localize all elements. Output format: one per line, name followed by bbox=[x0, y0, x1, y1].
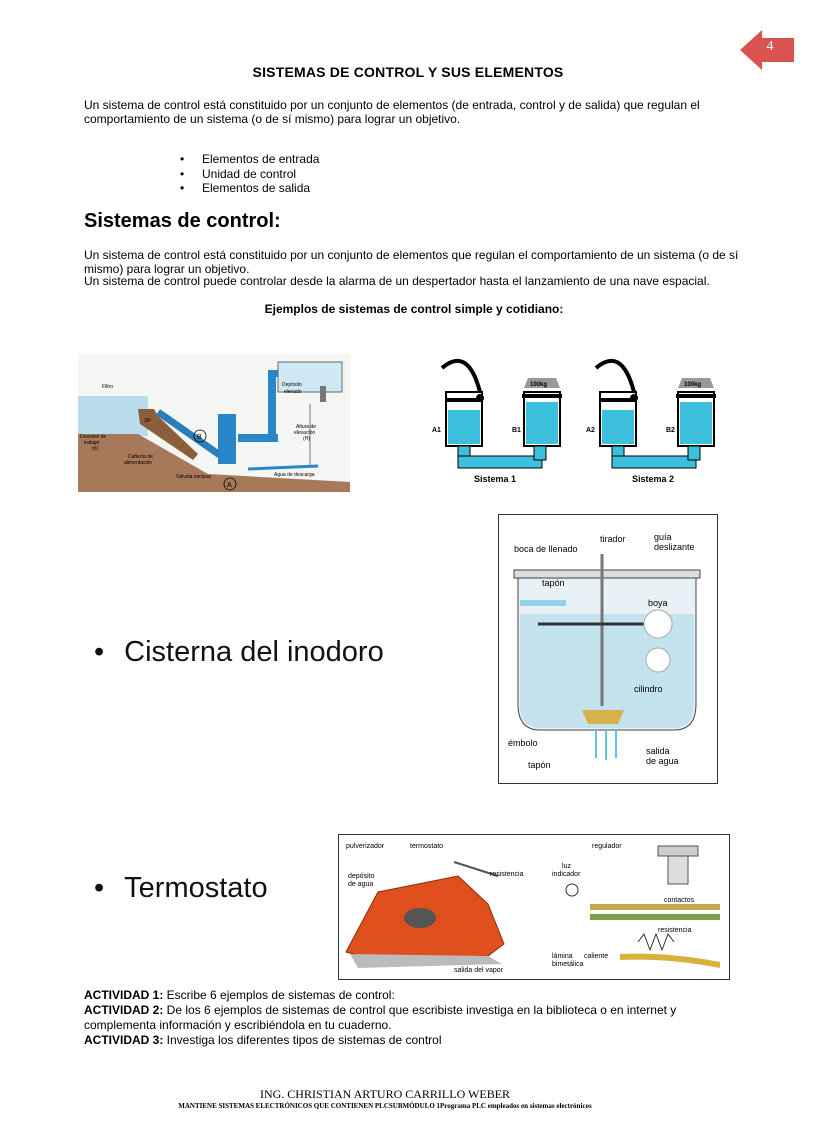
elements-list bbox=[180, 152, 319, 196]
a2-label: A2 bbox=[586, 427, 595, 434]
activities bbox=[84, 988, 744, 1048]
valvula-label: Válvula esclusa bbox=[176, 474, 211, 480]
caneria-label-2: alimentación bbox=[124, 460, 153, 466]
lamina-label-2: bimetálica bbox=[552, 961, 584, 968]
termostato-part-label: termostato bbox=[410, 843, 444, 850]
list-item: • Elementos de entrada bbox=[180, 152, 319, 167]
activity-1 bbox=[84, 988, 744, 1003]
b2-label: B2 bbox=[666, 427, 675, 434]
weight-label: 100kg bbox=[530, 382, 548, 388]
salida-label: salida bbox=[646, 746, 670, 756]
hydraulic-diagram bbox=[428, 352, 728, 492]
footer-course: MANTIENE SISTEMAS ELECTRÓNICOS QUE CONTIENEN PLCSUBMÓDULO 1Programa PLC empleados en sistemas electrónicos bbox=[178, 1102, 592, 1110]
section-paragraph-2: Un sistema de control puede controlar desde la alarma de un despertador hasta el lanzamiento de una nave espacial. bbox=[84, 274, 710, 288]
activity-label: ACTIVIDAD 3: bbox=[84, 1033, 164, 1047]
activity-2 bbox=[84, 1003, 744, 1033]
luz-label: luz bbox=[562, 863, 571, 870]
altura-label-3: (H) bbox=[303, 436, 310, 442]
list-item: • Elementos de salida bbox=[180, 181, 319, 196]
cisterna-label: Cisterna del inodoro bbox=[124, 636, 384, 668]
activity-label: ACTIVIDAD 1: bbox=[84, 988, 164, 1002]
termostato-bullet bbox=[94, 872, 268, 905]
altura-label: Altura de bbox=[296, 424, 317, 430]
tapon-top-label: tapón bbox=[542, 578, 565, 588]
boca-label: boca de llenado bbox=[514, 544, 578, 554]
cisterna-diagram bbox=[498, 514, 718, 784]
termostato-label: Termostato bbox=[124, 872, 268, 904]
resistencia-label: resistencia bbox=[490, 871, 524, 878]
agua-label: Agua de descarga bbox=[274, 472, 315, 478]
deposito-label: depósito bbox=[348, 873, 375, 880]
weight-label: 100kg bbox=[684, 382, 702, 388]
a1-label: A1 bbox=[432, 427, 441, 434]
activity-text: De los 6 ejemplos de sistemas de control que escribiste investiga en la biblioteca o en internet y complementa información y escribiéndola en tu cuaderno. bbox=[84, 1003, 677, 1032]
guia-label-2: deslizante bbox=[654, 542, 695, 552]
activity-3 bbox=[84, 1033, 744, 1048]
page-number: 4 bbox=[766, 39, 774, 54]
deposito-label-2: de agua bbox=[348, 881, 374, 888]
b-label: B bbox=[197, 434, 202, 441]
cilindro-label: cilindro bbox=[634, 684, 663, 694]
sistema-1-label: Sistema 1 bbox=[474, 474, 517, 484]
sistema-2-label: Sistema 2 bbox=[632, 474, 675, 484]
pump-diagram bbox=[78, 354, 350, 492]
resistencia-2-label: resistencia bbox=[658, 927, 692, 934]
list-item: • Unidad de control bbox=[180, 167, 319, 182]
activity-text: Investiga los diferentes tipos de sistemas de control bbox=[163, 1033, 442, 1047]
regulador-label: regulador bbox=[592, 843, 622, 850]
angle-label: 30º bbox=[144, 418, 152, 424]
activity-text: Escribe 6 ejemplos de sistemas de control: bbox=[163, 988, 395, 1002]
b1-label: B1 bbox=[512, 427, 521, 434]
pulverizador-label: pulverizador bbox=[346, 843, 385, 850]
footer-author: ING. CHRISTIAN ARTURO CARRILLO WEBER bbox=[259, 1087, 511, 1101]
bullet-icon: • bbox=[94, 636, 105, 668]
luz-label-2: indicador bbox=[552, 871, 581, 878]
bullet-icon: • bbox=[94, 872, 105, 904]
altura-label-2: elevación bbox=[294, 430, 316, 436]
caliente-label: caliente bbox=[584, 953, 609, 960]
section-paragraph-1: Un sistema de control está constituido por un conjunto de elementos que regulan el comportamiento de un sistema (o de sí mismo) para lograr un objetivo. bbox=[84, 248, 739, 276]
salida-vapor-label: salida del vapor bbox=[454, 967, 504, 974]
desnivel-label-3: (h) bbox=[92, 446, 99, 452]
filtro-label: Filtro bbox=[102, 384, 114, 390]
contactos-label: contactos bbox=[664, 897, 694, 904]
desnivel-label: Desnivel de bbox=[80, 434, 107, 440]
caneria-label: Cañería de bbox=[128, 454, 153, 460]
iron-diagram bbox=[338, 834, 730, 980]
cisterna-bullet bbox=[94, 636, 384, 669]
intro-paragraph: Un sistema de control está constituido por un conjunto de elementos (de entrada, control y de salida) que regulan el comportamiento de un sistema (o de sí mismo) para lograr un objetivo. bbox=[84, 98, 700, 126]
tapon-bottom-label: tapón bbox=[528, 760, 551, 770]
guia-label: guía bbox=[654, 532, 672, 542]
page-title: SISTEMAS DE CONTROL Y SUS ELEMENTOS bbox=[252, 64, 564, 80]
tirador-label: tirador bbox=[600, 534, 626, 544]
deposito-label: Depósito bbox=[282, 382, 302, 388]
salida-label-2: de agua bbox=[646, 756, 679, 766]
a-label: A bbox=[227, 482, 232, 489]
examples-title: Ejemplos de sistemas de control simple y cotidiano: bbox=[264, 302, 564, 316]
sistema-1-diagram bbox=[432, 361, 562, 484]
lamina-label: lámina bbox=[552, 953, 573, 960]
desnivel-label-2: trabajo bbox=[84, 440, 100, 446]
embolo-label: émbolo bbox=[508, 738, 538, 748]
boya-label: boya bbox=[648, 598, 668, 608]
section-heading: Sistemas de control: bbox=[84, 210, 281, 232]
activity-label: ACTIVIDAD 2: bbox=[84, 1003, 164, 1017]
deposito-label-2: elevado bbox=[284, 389, 302, 395]
sistema-2-diagram bbox=[586, 361, 716, 484]
